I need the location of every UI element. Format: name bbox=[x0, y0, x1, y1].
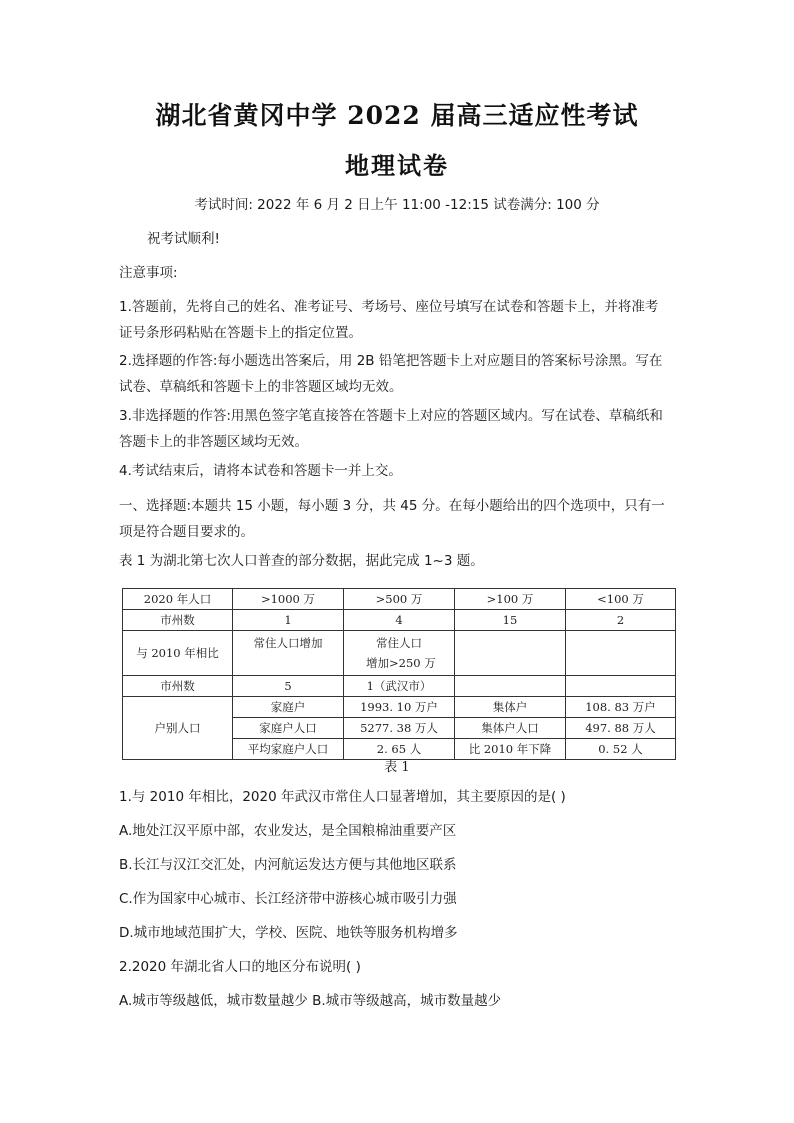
table-cell: 平均家庭户人口 bbox=[233, 739, 344, 760]
cell-line: 常住人口 bbox=[376, 636, 422, 650]
note-2-line-1: 2.选择题的作答:每小题选出答案后，用 2B 铅笔把答题卡上对应题目的答案标号涂黑。写在 bbox=[119, 353, 663, 369]
table-cell: 2020 年人口 bbox=[123, 589, 233, 610]
note-3-line-2: 答题卡上的非答题区域均无效。 bbox=[119, 434, 308, 450]
note-2-line-2: 试卷、草稿纸和答题卡上的非答题区域均无效。 bbox=[119, 379, 403, 395]
table-row bbox=[123, 589, 676, 610]
table-cell-empty bbox=[566, 676, 676, 697]
exam-info: 考试时间: 2022 年 6 月 2 日上午 11:00 -12:15 试卷满分: 100 分 bbox=[194, 197, 600, 213]
table-cell-empty bbox=[455, 676, 566, 697]
table-cell: <100 万 bbox=[566, 589, 676, 610]
question-1-option-d: D.城市地域范围扩大，学校、医院、地铁等服务机构增多 bbox=[119, 925, 458, 941]
table-row bbox=[123, 631, 676, 676]
table-cell: 常住人口增加 bbox=[233, 631, 344, 676]
table-row bbox=[123, 697, 676, 718]
cell-line: 增加>250 万 bbox=[366, 656, 436, 670]
question-2-options-ab: A.城市等级越低，城市数量越少 B.城市等级越高，城市数量越少 bbox=[119, 993, 502, 1009]
note-4: 4.考试结束后，请将本试卷和答题卡一并上交。 bbox=[119, 463, 402, 479]
question-1-option-b: B.长江与汉江交汇处，内河航运发达方便与其他地区联系 bbox=[119, 857, 457, 873]
table-cell: 2 bbox=[566, 610, 676, 631]
question-1-option-a: A.地处江汉平原中部，农业发达，是全国粮棉油重要产区 bbox=[119, 823, 457, 839]
table-cell: 4 bbox=[344, 610, 455, 631]
table-cell: 市州数 bbox=[123, 676, 233, 697]
greeting: 祝考试顺利! bbox=[147, 231, 220, 247]
table-cell: 0. 52 人 bbox=[566, 739, 676, 760]
table-cell: 5 bbox=[233, 676, 344, 697]
table-cell: 15 bbox=[455, 610, 566, 631]
table-cell: >500 万 bbox=[344, 589, 455, 610]
question-1-option-c: C.作为国家中心城市、长江经济带中游核心城市吸引力强 bbox=[119, 891, 457, 907]
population-table bbox=[122, 588, 676, 760]
section-1-instructions bbox=[119, 493, 679, 545]
table-cell: 家庭户人口 bbox=[233, 718, 344, 739]
question-2-stem: 2.2020 年湖北省人口的地区分布说明( ) bbox=[119, 959, 361, 975]
table-row bbox=[123, 610, 676, 631]
table-cell: 1（武汉市） bbox=[344, 676, 455, 697]
table-cell: 户别人口 bbox=[123, 697, 233, 760]
table-cell: 497. 88 万人 bbox=[566, 718, 676, 739]
table-cell-multiline bbox=[344, 631, 455, 676]
table-cell: 家庭户 bbox=[233, 697, 344, 718]
note-1-line-2: 证号条形码粘贴在答题卡上的指定位置。 bbox=[119, 325, 362, 341]
table-cell: >100 万 bbox=[455, 589, 566, 610]
table-cell-empty bbox=[455, 631, 566, 676]
table-cell: 比 2010 年下降 bbox=[455, 739, 566, 760]
note-2 bbox=[119, 348, 679, 400]
note-3-line-1: 3.非选择题的作答:用黑色签字笔直接答在答题卡上对应的答题区域内。写在试卷、草稿纸和 bbox=[119, 408, 663, 424]
note-1-line-1: 1.答题前，先将自己的姓名、准考证号、考场号、座位号填写在试卷和答题卡上，并将准考 bbox=[119, 299, 659, 315]
table-cell: 集体户 bbox=[455, 697, 566, 718]
table-cell-empty bbox=[566, 631, 676, 676]
table-cell: >1000 万 bbox=[233, 589, 344, 610]
table-cell: 市州数 bbox=[123, 610, 233, 631]
question-1-stem: 1.与 2010 年相比，2020 年武汉市常住人口显著增加，其主要原因的是( ) bbox=[119, 789, 566, 805]
table-cell: 1 bbox=[233, 610, 344, 631]
table-cell: 与 2010 年相比 bbox=[123, 631, 233, 676]
table-cell: 1993. 10 万户 bbox=[344, 697, 455, 718]
note-1 bbox=[119, 294, 679, 346]
table-intro: 表 1 为湖北第七次人口普查的部分数据，据此完成 1~3 题。 bbox=[119, 553, 484, 569]
table-cell: 5277. 38 万人 bbox=[344, 718, 455, 739]
table-caption: 表 1 bbox=[384, 760, 410, 775]
table-cell: 2. 65 人 bbox=[344, 739, 455, 760]
note-3 bbox=[119, 403, 679, 455]
subject-title: 地理试卷 bbox=[345, 151, 449, 180]
table-row bbox=[123, 676, 676, 697]
table-cell: 108. 83 万户 bbox=[566, 697, 676, 718]
notes-heading: 注意事项: bbox=[119, 265, 178, 281]
section-1-line-1: 一、选择题:本题共 15 小题，每小题 3 分，共 45 分。在每小题给出的四个选项中，只有一 bbox=[119, 498, 665, 514]
section-1-line-2: 项是符合题目要求的。 bbox=[119, 524, 254, 540]
table-cell: 集体户人口 bbox=[455, 718, 566, 739]
school-title: 湖北省黄冈中学 2022 届高三适应性考试 bbox=[155, 101, 639, 130]
